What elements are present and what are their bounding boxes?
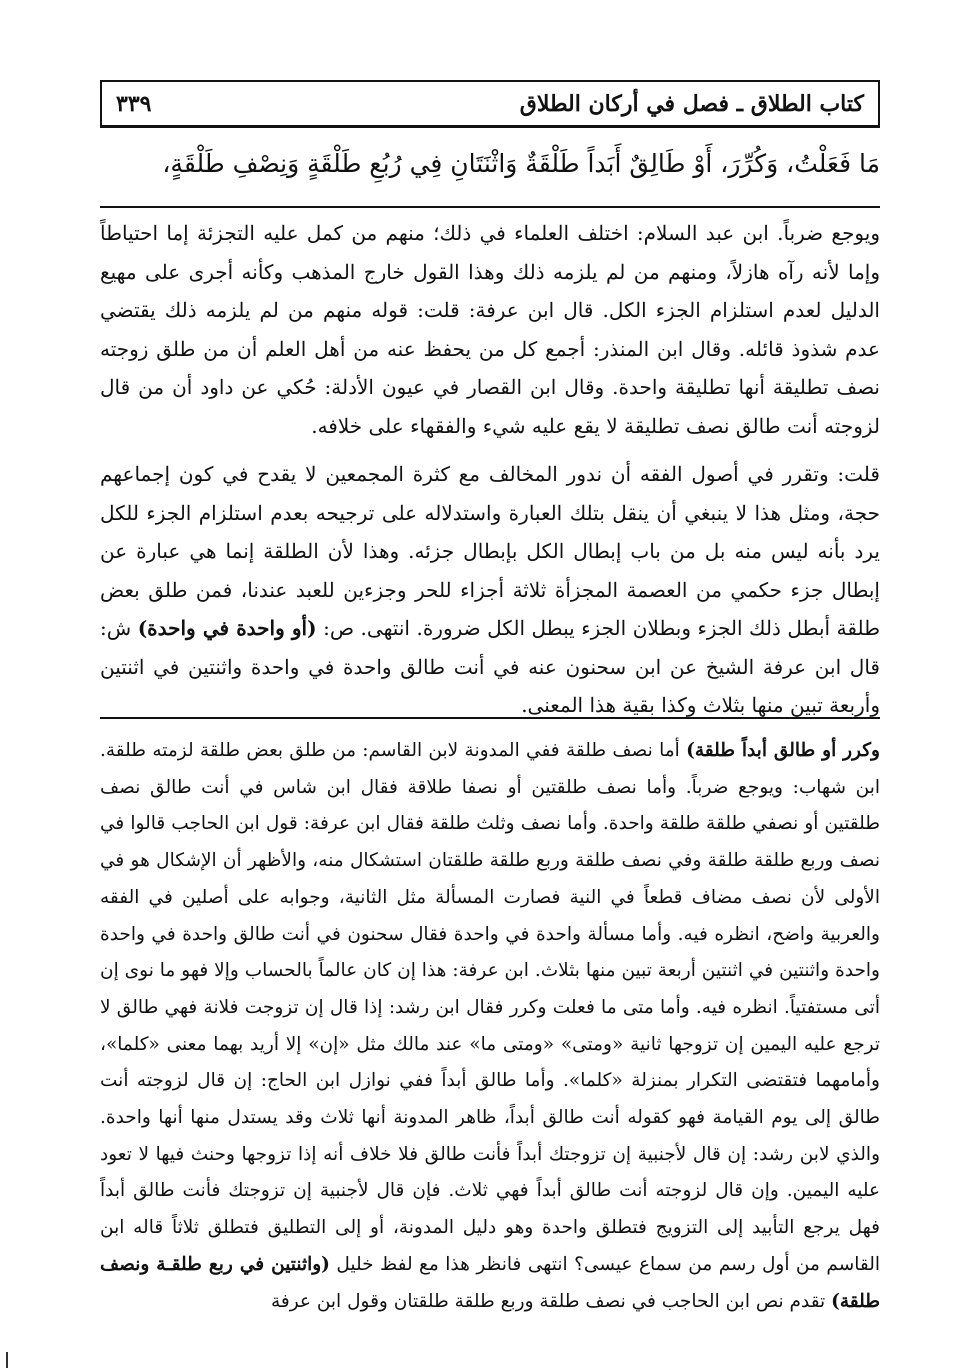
matn-citation: (أو واحدة في واحدة) — [137, 616, 317, 640]
header-title: كتاب الطلاق ـ فصل في أركان الطلاق — [519, 90, 864, 117]
running-header — [100, 80, 880, 128]
paragraph-text: تقدم نص ابن الحاجب في نصف طلقة وربع طلقة طلقتان وقول ابن عرفة — [270, 1290, 826, 1312]
divider-rule — [100, 206, 880, 208]
commentary-block-1 — [100, 214, 880, 725]
matn-citation: وكرر أو طالق أبداً طلقة) — [686, 740, 880, 761]
divider-rule — [100, 717, 880, 719]
matn-citation: (واثنتين في ربع طلقـة ونصف طلقة) — [100, 1253, 880, 1312]
commentary-block-2 — [100, 733, 880, 1320]
commentary-paragraph — [100, 455, 880, 725]
commentary-paragraph: ويوجع ضرباً. ابن عبد السلام: اختلف العلماء في ذلك؛ منهم من كمل عليه التجزئة إما احتياطاً وإما لأنه رآه هازلاً، ومنهم من لم يلزمه ذلك وهذا القول خارج المذهب وكأنه أجرى على مهيع الدليل لعدم استلزام الجزء الكل. قال ابن عرفة: قلت: قوله منهم من لم يلزمه ذلك يقتضي عدم شذوذ قائله. وقال ابن المنذر: أجمع كل من يحفظ عنه من أهل العلم أن من طلق زوجته نصف تطليقة أنها تطليقة واحدة. وقال ابن القصار في عيون الأدلة: حُكي عن داود أن من قال لزوجته أنت طالق نصف تطليقة لا يقع عليه شيء والفقهاء على خلافه. — [100, 221, 880, 438]
commentary-paragraph — [100, 733, 880, 1320]
paragraph-text: ش: قال ابن عرفة الشيخ عن ابن سحنون عنه في أنت طالق واحدة في واحدة واثنتين في اثنتين وأربعة تبين منها بثلاث وكذا بقية هذا المعنى. — [100, 616, 880, 717]
scan-edge-mark — [6, 1352, 8, 1368]
paragraph-text: قلت: وتقرر في أصول الفقه أن ندور المخالف مع كثرة المجمعين لا يقدح في كون إجماعهم حجة، ومثل هذا لا ينبغي أن ينقل بتلك العبارة واستدلاله على ترجيحه بعدم استلزام الجزء للكل يرد بأنه ليس منه بل من باب إبطال الكل بإبطال جزئه. وهذا لأن الطلقة إنما هي عبارة عن إبطال جزء حكمي من العصمة المجزأة ثلاثة أجزاء للحر وجزءين للعبد عندنا، فمن طلق بعض طلقة أبطل ذلك الجزء وبطلان الجزء يبطل الكل ضرورة. انتهى. ص: — [100, 462, 880, 640]
matn-text: مَا فَعَلْتُ، وَكُرِّرَ، أَوْ طَالِقٌ أَبَداً طَلْقَةٌ وَاثْنَتَانِ فِي رُبُعِ طَلْقَةٍ وَنِصْفِ طَلْقَةٍ، — [162, 149, 880, 178]
page-number: ٣٣٩ — [116, 90, 152, 117]
paragraph-text: أما نصف طلقة ففي المدونة لابن القاسم: من طلق بعض طلقة لزمته طلقة. ابن شهاب: ويوجع ضرباً. وأما نصف طلقتين أو نصفا طلاقة فقال ابن شاس في أنت طالق نصف طلقتين أو نصفي طلقة طلقة واحدة. وأما نصف وثلث طلقة فقال ابن عرفة: قول ابن الحاجب قالوا في نصف وربع طلقة طلقة وفي نصف طلقة وربع طلقة طلقتان استشكال منه، والأظهر أن الإشكال هو في الأولى لأن نصف مضاف قطعاً في النية فصارت المسألة مثل الثانية، وجوابه على أصلين في الفقه والعربية واضح، انظره فيه. وأما مسألة واحدة في واحدة فقال سحنون في أنت طالق واحدة في واحدة واحدة واثنتين في اثنتين أربعة تبين منها بثلاث. ابن عرفة: هذا إن كان عالماً بالحساب وإلا فهو ما نوى إن أتى مستفتياً. انظره فيه. وأما متى ما فعلت وكرر فقال ابن رشد: إذا قال إن تزوجت فلانة فهي طالق لا ترجع عليه اليمين إن تزوجها ثانية «ومتى» «ومتى ما» عند مالك مثل «إن» إلا أريد بهما معنى «كلما»، وأمامهما فتقتضى التكرار بمنزلة «كلما». وأما طالق أبداً ففي نوازل ابن الحاج: إن قال لزوجته أنت طالق إلى يوم القيامة فهو كقوله أنت طالق أبداً، ظاهر المدونة أنها ثلاث وقد يستدل منها أنها واحدة. والذي لابن رشد: إن قال لأجنبية إن تزوجتك أبداً فأنت طالق فلا خلاف أنه إذا تزوجها وحنث فيها لا تعود عليه اليمين. وإن قال لزوجته أنت طالق أبداً فهي ثلاث. فإن قال لأجنبية إن تزوجتك فأنت طالق أبداً فهل يرجع التأبيد إلى التزويج فتطلق واحدة وهو دليل المدونة، أو إلى التطليق فتطلق ثلاثاً قاله ابن القاسم من أول رسم من سماع عيسى؟ انتهى فانظر هذا مع لفظ خليل — [100, 740, 880, 1275]
